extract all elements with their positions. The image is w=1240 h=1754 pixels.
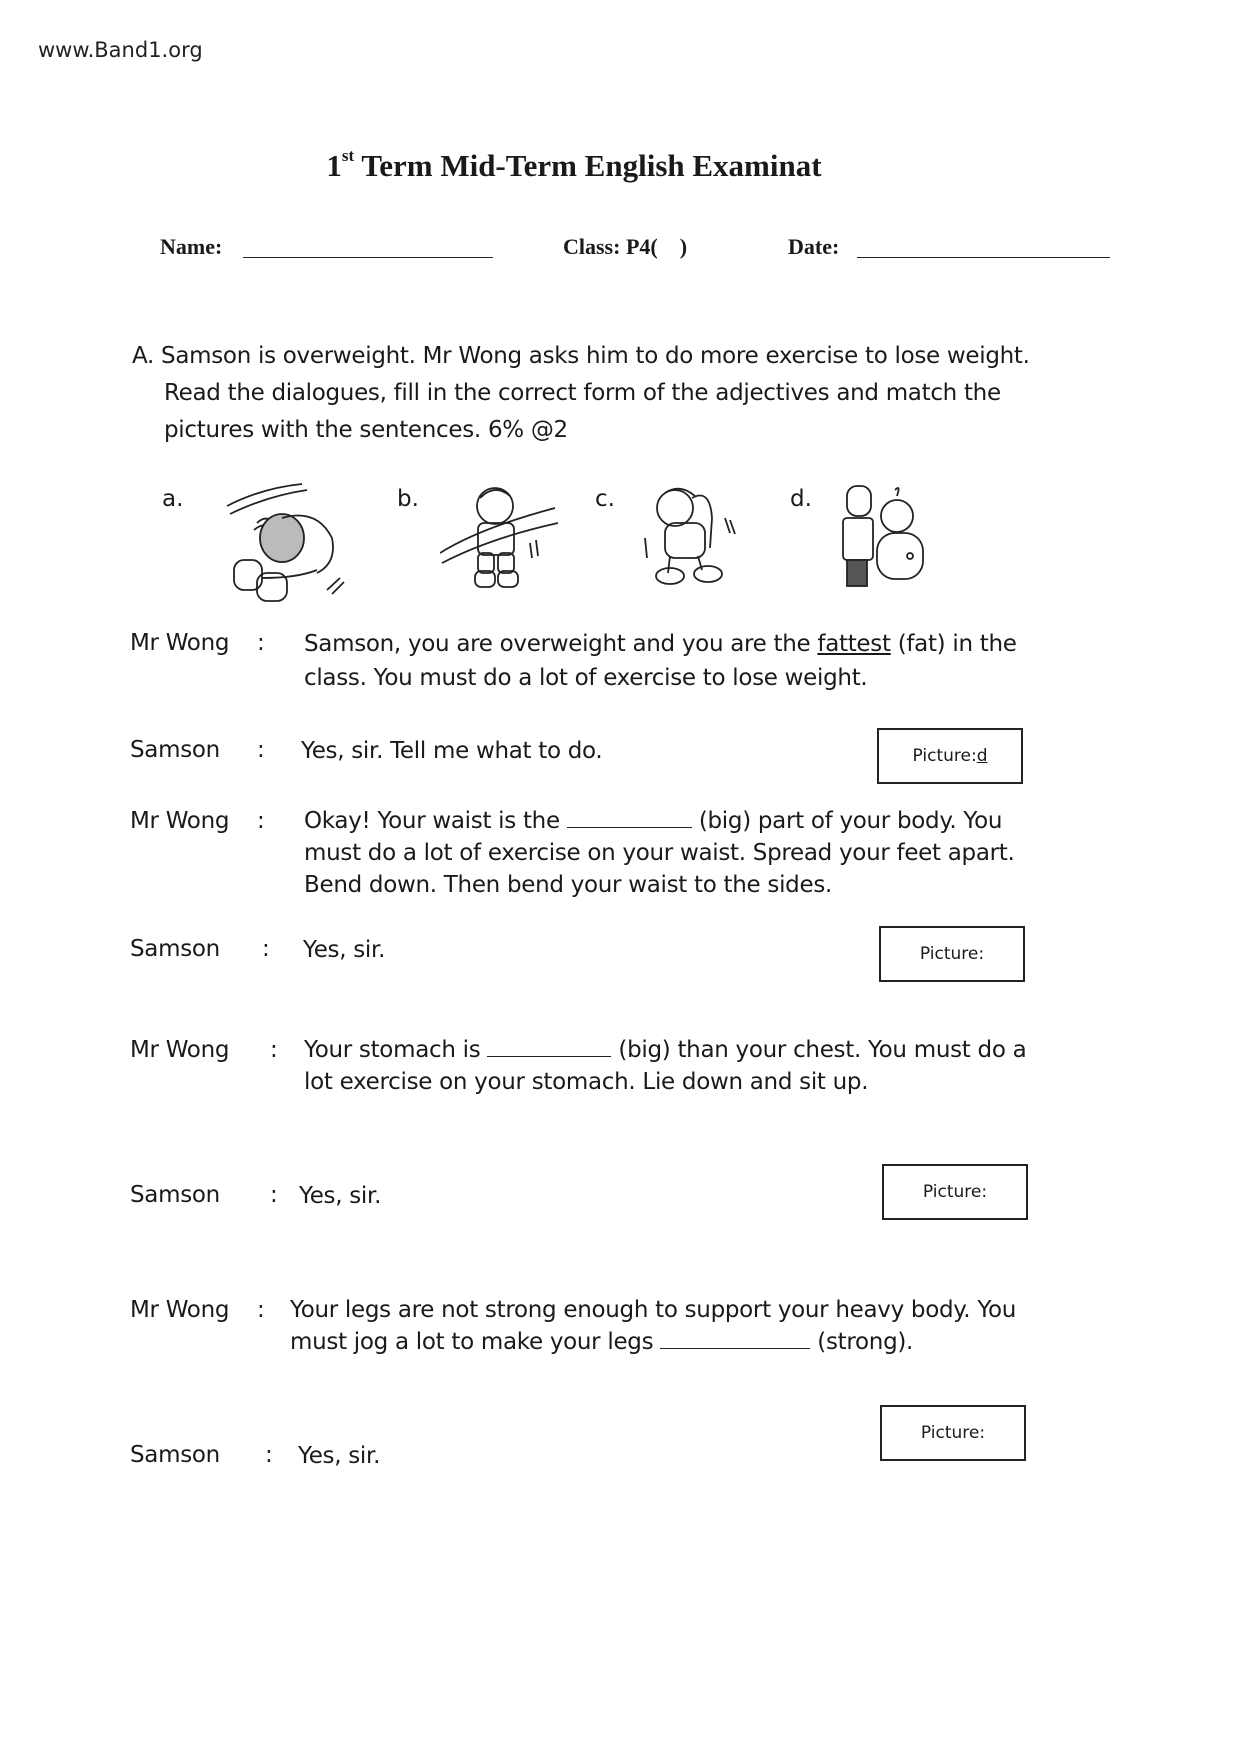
- blank-stronger-field[interactable]: [660, 1328, 810, 1349]
- speech-text: lot exercise on your stomach. Lie down and sit up.: [304, 1069, 869, 1095]
- waist-bend-boy-picture: [640, 478, 740, 588]
- picture-box-label: Picture:: [919, 944, 985, 964]
- picture-d-label: d.: [790, 486, 812, 512]
- colon: :: [262, 936, 270, 962]
- speaker-samson: Samson: [130, 936, 220, 962]
- speaker-samson: Samson: [130, 1442, 220, 1468]
- name-field[interactable]: [243, 257, 493, 258]
- picture-box-label: Picture:: [922, 1182, 988, 1202]
- instruction-line-3: pictures with the sentences. 6% @2: [164, 417, 568, 443]
- speech-text: class. You must do a lot of exercise to lose weight.: [304, 665, 868, 691]
- title-ordinal-suffix: st: [341, 146, 355, 165]
- picture-box-label: Picture:: [912, 746, 977, 766]
- date-label: Date:: [788, 234, 840, 259]
- speech-text: (fat) in the: [890, 631, 1017, 657]
- picture-c-label: c.: [595, 486, 615, 512]
- speech-text: Your stomach is: [304, 1037, 488, 1063]
- speech-text: Bend down. Then bend your waist to the sides.: [304, 872, 833, 898]
- picture-b-label: b.: [397, 486, 419, 512]
- speech-text: Samson, you are overweight and you are the: [304, 631, 818, 657]
- speech-text: Your legs are not strong enough to support your heavy body. You: [290, 1297, 1017, 1323]
- colon: :: [270, 1182, 278, 1208]
- colon: :: [257, 737, 265, 763]
- colon: :: [257, 808, 265, 834]
- dialogue-line-1: [304, 627, 1104, 695]
- dialogue-line-2: Yes, sir. Tell me what to do.: [301, 738, 603, 764]
- date-field[interactable]: [857, 257, 1110, 258]
- blank-bigger-field[interactable]: [487, 1036, 611, 1057]
- speaker-samson: Samson: [130, 1182, 220, 1208]
- title-text: Term Mid-Term English Examinat: [354, 148, 822, 183]
- colon: :: [257, 1297, 265, 1323]
- blank-biggest-field[interactable]: [567, 807, 692, 828]
- class-label: [563, 234, 687, 260]
- speaker-mr-wong: Mr Wong: [130, 1297, 230, 1323]
- picture-answer-box-4[interactable]: [880, 1405, 1026, 1461]
- speaker-mr-wong: Mr Wong: [130, 808, 230, 834]
- title-ordinal: 1: [326, 148, 342, 183]
- speech-text: must jog a lot to make your legs: [290, 1329, 661, 1355]
- instruction-line-2: Read the dialogues, fill in the correct form of the adjectives and match the: [164, 380, 1001, 406]
- answer-fattest: fattest: [817, 631, 891, 657]
- speaker-samson: Samson: [130, 737, 220, 763]
- speech-text: (strong).: [810, 1329, 914, 1355]
- dialogue-line-8: Yes, sir.: [298, 1443, 381, 1469]
- speech-text: (big) part of your body. You: [691, 808, 1003, 834]
- dialogue-line-6: Yes, sir.: [299, 1183, 382, 1209]
- speech-text: (big) than your chest. You must do a: [611, 1037, 1027, 1063]
- watermark: www.Band1.org: [38, 38, 203, 62]
- picture-answer-box-1[interactable]: [877, 728, 1023, 784]
- speech-text: must do a lot of exercise on your waist. Spread your feet apart.: [304, 840, 1015, 866]
- sit-up-boy-picture: [222, 478, 362, 603]
- dialogue-line-3: [304, 805, 1104, 901]
- section-a-instructions: [132, 338, 1092, 449]
- speaker-mr-wong: Mr Wong: [130, 1037, 230, 1063]
- dialogue-line-5: [304, 1034, 1104, 1098]
- picture-answer-box-2[interactable]: [879, 926, 1025, 982]
- colon: :: [257, 630, 265, 656]
- picture-a-label: a.: [162, 486, 184, 512]
- name-label: Name:: [160, 234, 223, 259]
- speech-text: Okay! Your waist is the: [304, 808, 567, 834]
- dialogue-line-4: Yes, sir.: [303, 937, 386, 963]
- class-label-text: Class: P4(: [563, 234, 658, 259]
- exam-title: [0, 148, 1148, 184]
- colon: :: [270, 1037, 278, 1063]
- speaker-mr-wong: Mr Wong: [130, 630, 230, 656]
- dialogue-line-7: [290, 1294, 1110, 1358]
- teacher-and-boy-picture: [835, 478, 935, 588]
- picture-answer-box-3[interactable]: [882, 1164, 1028, 1220]
- class-close-paren: ): [679, 234, 688, 259]
- picture-answer-d: d: [976, 746, 988, 766]
- jogging-boy-picture: [440, 478, 560, 593]
- picture-box-label: Picture:: [920, 1423, 986, 1443]
- colon: :: [265, 1442, 273, 1468]
- instruction-line-1: A. Samson is overweight. Mr Wong asks him to do more exercise to lose weight.: [132, 343, 1030, 369]
